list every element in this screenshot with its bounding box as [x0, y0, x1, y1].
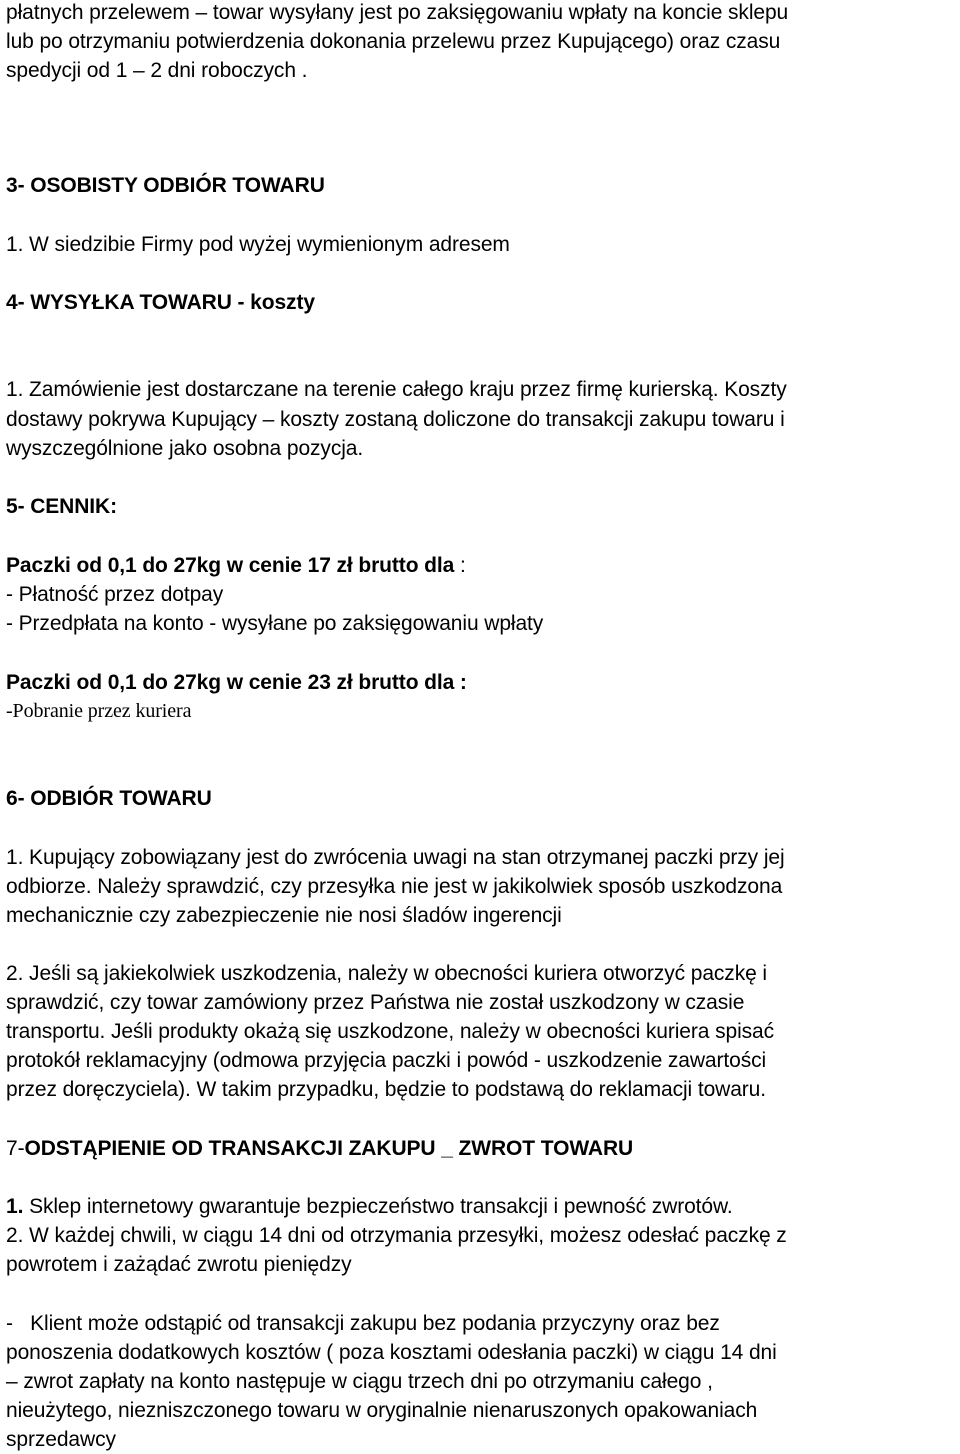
list-item: - Przedpłata na konto - wysyłane po zaksięgowaniu wpłaty — [6, 612, 544, 635]
text-line: odbiorze. Należy sprawdzić, czy przesyłka nie jest w jakikolwiek sposób uszkodzona — [6, 875, 783, 898]
text-line: powrotem i zażądać zwrotu pieniędzy — [6, 1253, 352, 1276]
text-line — [6, 1192, 733, 1221]
list-item: - Płatność przez dotpay — [6, 583, 224, 606]
text-line: ponoszenia dodatkowych kosztów ( poza kosztami odesłania paczki) w ciągu 14 dni — [6, 1341, 777, 1364]
text-line: nieużytego, niezniszczonego towaru w oryginalnie nienaruszonych opakowaniach — [6, 1399, 758, 1422]
text-line: wyszczególnione jako osobna pozycja. — [6, 437, 364, 460]
text-line: 2. Jeśli są jakiekolwiek uszkodzenia, należy w obecności kuriera otworzyć paczkę i — [6, 962, 767, 985]
text-line: 1. Kupujący zobowiązany jest do zwrócenia uwagi na stan otrzymanej paczki przy jej — [6, 846, 785, 869]
section-title: ODSTĄPIENIE OD TRANSAKCJI ZAKUPU _ ZWROT TOWARU — [24, 1137, 634, 1160]
text-line: mechanicznie czy zabezpieczenie nie nosi śladów ingerencji — [6, 904, 562, 927]
text-line: 1. Zamówienie jest dostarczane na terenie całego kraju przez firmę kurierską. Koszty — [6, 378, 787, 401]
text-line: – zwrot zapłaty na konto następuje w ciągu trzech dni po otrzymaniu całego , — [6, 1370, 713, 1393]
section-heading: 5- CENNIK: — [6, 495, 118, 518]
text-line: lub po otrzymaniu potwierdzenia dokonania przelewu przez Kupującego) oraz czasu — [6, 30, 781, 53]
text-line: spedycji od 1 – 2 dni roboczych . — [6, 59, 308, 82]
section-heading: 4- WYSYŁKA TOWARU - koszty — [6, 291, 315, 314]
section-number: 7- — [6, 1137, 25, 1160]
text-line: transportu. Jeśli produkty okażą się uszkodzone, należy w obecności kuriera spisać — [6, 1020, 775, 1043]
section-heading: 6- ODBIÓR TOWARU — [6, 787, 212, 810]
item-number: 1. — [6, 1195, 24, 1218]
text-line: sprzedawcy — [6, 1428, 116, 1451]
text-line: dostawy pokrywa Kupujący – koszty zostaną doliczone do transakcji zakupu towaru i — [6, 408, 785, 431]
price-line — [6, 551, 466, 580]
text-line: 1. W siedzibie Firmy pod wyżej wymienionym adresem — [6, 233, 510, 256]
text-line: sprawdzić, czy towar zamówiony przez Państwa nie został uszkodzony w czasie — [6, 991, 745, 1014]
text-line: płatnych przelewem – towar wysyłany jest po zaksięgowaniu wpłaty na koncie sklepu — [6, 1, 789, 24]
section-heading: 3- OSOBISTY ODBIÓR TOWARU — [6, 174, 325, 197]
text-line: przez doręczyciela). W takim przypadku, będzie to podstawą do reklamacji towaru. — [6, 1078, 766, 1101]
price-colon: : — [454, 554, 466, 577]
text-line: - Klient może odstąpić od transakcji zakupu bez podania przyczyny oraz bez — [6, 1312, 720, 1335]
price-line: Paczki od 0,1 do 27kg w cenie 23 zł brutto dla : — [6, 671, 467, 694]
section-heading — [6, 1134, 633, 1163]
text-line: protokół reklamacyjny (odmowa przyjęcia paczki i powód - uszkodzenie zawartości — [6, 1049, 767, 1072]
list-item: -Pobranie przez kuriera — [6, 700, 192, 722]
price-label: Paczki od 0,1 do 27kg w cenie 17 zł brutto dla — [6, 554, 455, 577]
text-line: 2. W każdej chwili, w ciągu 14 dni od otrzymania przesyłki, możesz odesłać paczkę z — [6, 1224, 787, 1247]
item-text: Sklep internetowy gwarantuje bezpieczeństwo transakcji i pewność zwrotów. — [23, 1195, 733, 1218]
